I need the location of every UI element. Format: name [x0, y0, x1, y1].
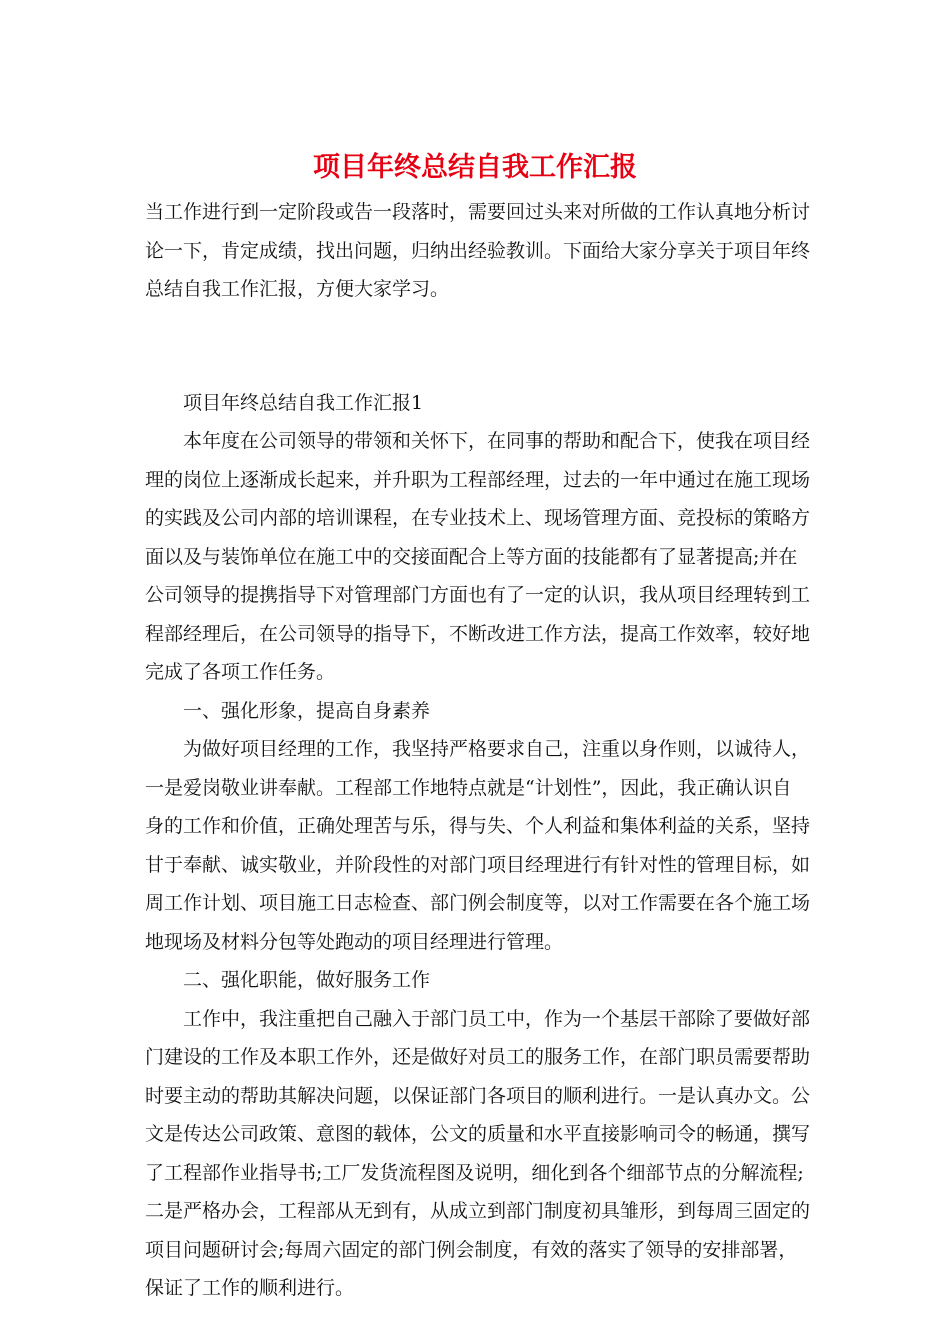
- body-paragraph: 为做好项目经理的工作，我坚持严格要求自己，注重以身作则，以诚待人，一是爱岗敬业讲奉献。工程部工作地特点就是“计划性”，因此，我正确认识自身的工作和价值，正确处理苦与乐，得与失、个人利益和集体利益的关系，坚持甘于奉献、诚实敬业，并阶段性的对部门项目经理进行有针对性的管理目标，如周工作计划、项目施工日志检查、部门例会制度等，以对工作需要在各个施工场地现场及材料分包等处跑动的项目经理进行管理。: [145, 738, 811, 953]
- subheading: 一、强化形象，提高自身素养: [183, 699, 431, 722]
- paragraph-gap: [145, 309, 810, 384]
- document-title: 项目年终总结自我工作汇报: [313, 152, 637, 183]
- document-body: [145, 193, 810, 1308]
- intro-paragraph: 当工作进行到一定阶段或告一段落时，需要回过头来对所做的工作认真地分析讨论一下，肯定成绩，找出问题，归纳出经验教训。下面给大家分享关于项目年终总结自我工作汇报，方便大家学习。: [145, 201, 811, 300]
- body-paragraph: 本年度在公司领导的带领和关怀下，在同事的帮助和配合下，使我在项目经理的岗位上逐渐成长起来，并升职为工程部经理，过去的一年中通过在施工现场的实践及公司内部的培训课程，在专业技术上、现场管理方面、竞投标的策略方面以及与装饰单位在施工中的交接面配合上等方面的技能都有了显著提高;并在公司领导的提携指导下对管理部门方面也有了一定的认识，我从项目经理转到工程部经理后，在公司领导的指导下，不断改进工作方法，提高工作效率，较好地完成了各项工作任务。: [145, 430, 811, 683]
- section-heading: 项目年终总结自我工作汇报1: [183, 391, 424, 414]
- subheading: 二、强化职能，做好服务工作: [183, 969, 431, 991]
- body-paragraph: 工作中，我注重把自己融入于部门员工中，作为一个基层干部除了要做好部门建设的工作及本职工作外，还是做好对员工的服务工作，在部门职员需要帮助时要主动的帮助其解决问题，以保证部门各项目的顺利进行。一是认真办文。公文是传达公司政策、意图的载体，公文的质量和水平直接影响司令的畅通，撰写了工程部作业指导书;工厂发货流程图及说明，细化到各个细部节点的分解流程;二是严格办会，工程部从无到有，从成立到部门制度初具雏形，到每周三固定的项目问题研讨会;每周六固定的部门例会制度，有效的落实了领导的安排部署，保证了工作的顺利进行。: [145, 1007, 811, 1299]
